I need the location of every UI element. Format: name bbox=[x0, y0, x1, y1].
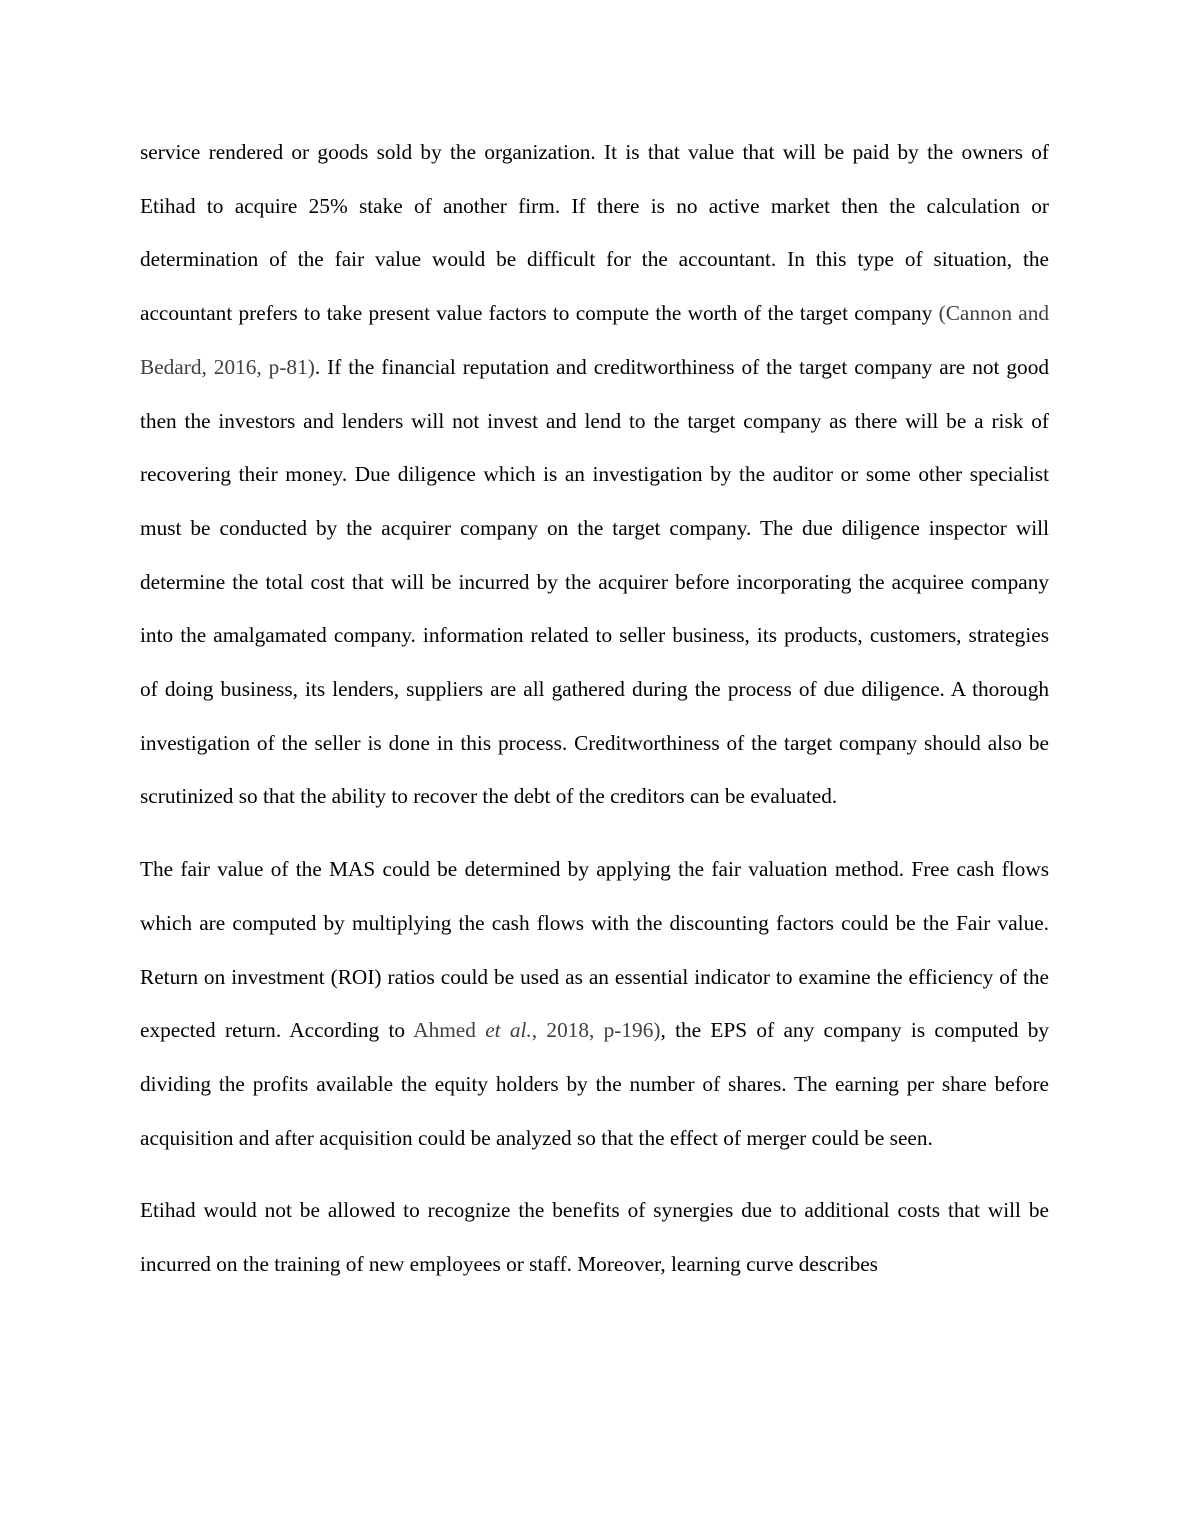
paragraph-text: , the EPS of any company is computed by dividing the profits available the equity holders by the number of shares. The earning per share before acquisition and after acquisition could be analyzed so that the effect of merger could be seen. bbox=[140, 1018, 1050, 1150]
citation-author: Ahmed bbox=[413, 1018, 486, 1043]
citation-cannon-bedard: (Cannon and Bedard, 2016, p-81) bbox=[140, 301, 1049, 379]
paragraph-text: service rendered or goods sold by the organization. It is that value that will be paid by the owners of Etihad to acquire 25% stake of another firm. If there is no active market then the calculation or determination of the fair value would be difficult for the accountant. In this type of situation, the accountant prefers to take present value factors to compute the worth of the target company bbox=[140, 140, 1049, 326]
paragraph-text: Etihad would not be allowed to recognize the benefits of synergies due to additional costs that will be incurred on the training of new employees or staff. Moreover, learning curve describes bbox=[140, 1198, 1049, 1277]
paragraph-2 bbox=[140, 843, 1049, 1165]
paragraph-3 bbox=[140, 1184, 1049, 1291]
citation-year-page: 2018, p-196) bbox=[537, 1018, 661, 1043]
paragraph-text: The fair value of the MAS could be determined by applying the fair valuation method. Free cash flows which are computed by multiplying the cash flows with the discounting factors could be the Fair value. Return on investment (ROI) ratios could be used as an essential indicator to examine the efficiency of the expected return. According to bbox=[140, 857, 1049, 1043]
citation-et-al: et al., bbox=[485, 1018, 538, 1043]
paragraph-text: . If the financial reputation and creditworthiness of the target company are not good then the investors and lenders will not invest and lend to the target company as there will be a risk of recovering their money. Due diligence which is an investigation by the auditor or some other specialist must be conducted by the acquirer company on the target company. The due diligence inspector will determine the total cost that will be incurred by the acquirer before incorporating the acquiree company into the amalgamated company. information related to seller business, its products, customers, strategies of doing business, its lenders, suppliers are all gathered during the process of due diligence. A thorough investigation of the seller is done in this process. Creditworthiness of the target company should also be scrutinized so that the ability to recover the debt of the creditors can be evaluated. bbox=[140, 354, 1049, 809]
document-page bbox=[140, 126, 1049, 1292]
paragraph-1 bbox=[140, 126, 1049, 824]
